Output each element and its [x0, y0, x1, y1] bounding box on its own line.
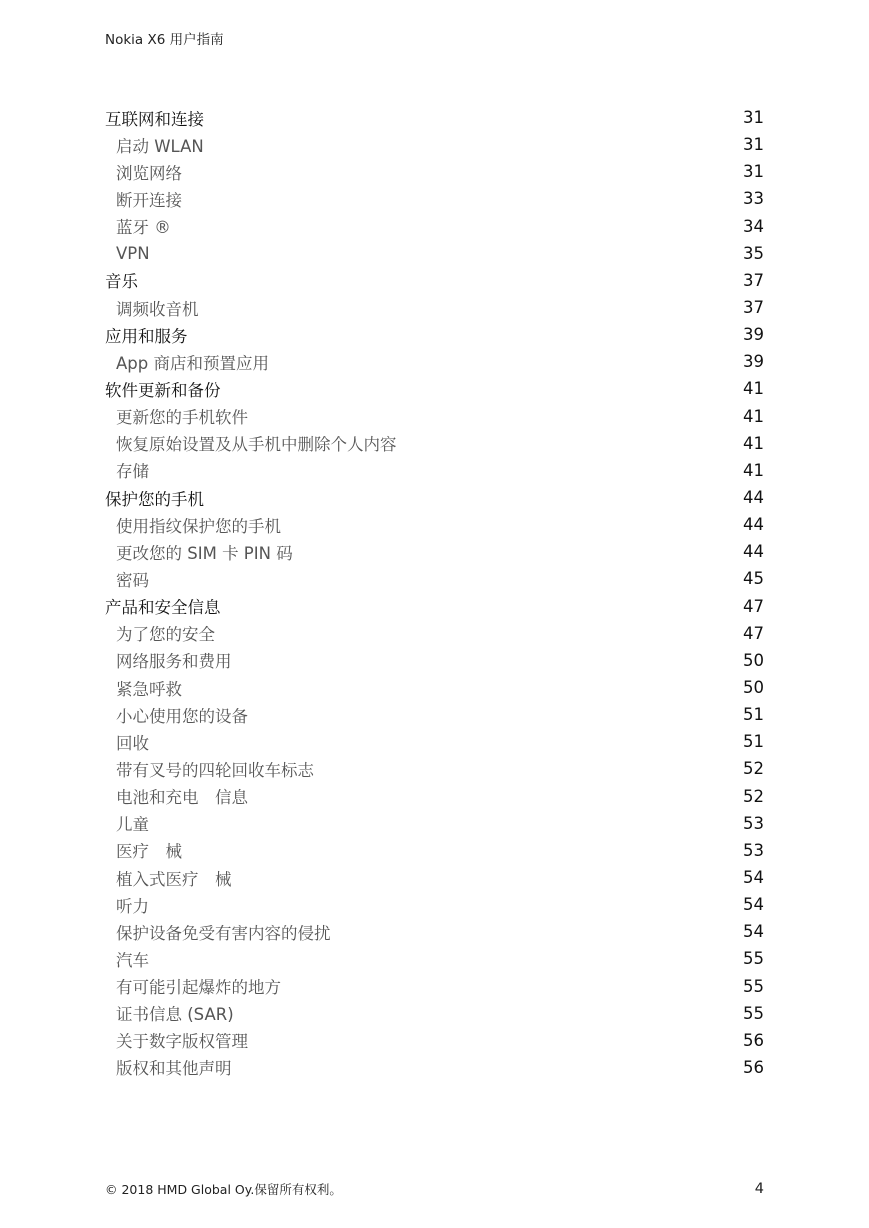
toc-entry-page: 56: [743, 1057, 764, 1077]
toc-subsection-entry[interactable]: [105, 973, 764, 1000]
toc-entry-page: 39: [743, 352, 764, 372]
toc-entry-title: 证书信息 (SAR): [116, 1005, 234, 1025]
toc-subsection-entry[interactable]: [105, 864, 764, 891]
toc-entry-page: 41: [743, 460, 764, 480]
toc-subsection-entry[interactable]: [105, 728, 764, 755]
toc-entry-title: 浏览网络: [116, 163, 182, 183]
toc-entry-title: 保护设备免受有害内容的侵扰: [116, 923, 331, 943]
toc-entry-page: 55: [743, 1003, 764, 1023]
toc-subsection-entry[interactable]: [105, 837, 764, 864]
toc-entry-title: 植入式医疗 械: [116, 869, 232, 889]
toc-entry-page: 56: [743, 1030, 764, 1050]
toc-entry-title: 蓝牙 ®: [116, 218, 171, 238]
toc-subsection-entry[interactable]: [105, 430, 764, 457]
toc-entry-title: 恢复原始设置及从手机中删除个人内容: [116, 435, 397, 455]
toc-subsection-entry[interactable]: [105, 348, 764, 375]
toc-section-entry[interactable]: [105, 321, 764, 348]
toc-entry-page: 44: [743, 515, 764, 535]
toc-subsection-entry[interactable]: [105, 565, 764, 592]
toc-subsection-entry[interactable]: [105, 240, 764, 267]
toc-entry-page: 50: [743, 678, 764, 698]
toc-subsection-entry[interactable]: [105, 457, 764, 484]
toc-entry-title: VPN: [116, 243, 150, 263]
toc-entry-title: 产品和安全信息: [105, 598, 221, 618]
toc-section-entry[interactable]: [105, 267, 764, 294]
page-number: 4: [754, 1181, 764, 1197]
toc-entry-page: 37: [743, 270, 764, 290]
toc-entry-page: 39: [743, 325, 764, 345]
toc-subsection-entry[interactable]: [105, 918, 764, 945]
toc-subsection-entry[interactable]: [105, 810, 764, 837]
toc-entry-title: 更改您的 SIM 卡 PIN 码: [116, 543, 293, 563]
page-header-title: Nokia X6 用户指南: [105, 32, 224, 48]
toc-subsection-entry[interactable]: [105, 1027, 764, 1054]
toc-entry-page: 41: [743, 379, 764, 399]
toc-entry-page: 52: [743, 786, 764, 806]
copyright-notice: © 2018 HMD Global Oy.保留所有权利。: [105, 1182, 342, 1197]
toc-subsection-entry[interactable]: [105, 131, 764, 158]
toc-subsection-entry[interactable]: [105, 538, 764, 565]
toc-entry-title: 存储: [116, 462, 149, 482]
toc-entry-title: 紧急呼救: [116, 679, 182, 699]
toc-entry-title: 汽车: [116, 950, 149, 970]
toc-section-entry[interactable]: [105, 104, 764, 131]
toc-subsection-entry[interactable]: [105, 945, 764, 972]
toc-section-entry[interactable]: [105, 375, 764, 402]
toc-entry-page: 35: [743, 243, 764, 263]
toc-entry-title: 网络服务和费用: [116, 652, 232, 672]
toc-entry-page: 31: [743, 108, 764, 128]
toc-subsection-entry[interactable]: [105, 783, 764, 810]
toc-subsection-entry[interactable]: [105, 891, 764, 918]
toc-subsection-entry[interactable]: [105, 647, 764, 674]
toc-subsection-entry[interactable]: [105, 755, 764, 782]
toc-entry-title: 有可能引起爆炸的地方: [116, 978, 281, 998]
toc-subsection-entry[interactable]: [105, 674, 764, 701]
toc-entry-page: 53: [743, 813, 764, 833]
toc-entry-page: 44: [743, 542, 764, 562]
toc-entry-title: 关于数字版权管理: [116, 1032, 248, 1052]
toc-section-entry[interactable]: [105, 484, 764, 511]
toc-entry-page: 33: [743, 189, 764, 209]
toc-entry-title: 保护您的手机: [105, 489, 204, 509]
toc-entry-page: 51: [743, 732, 764, 752]
toc-entry-title: 更新您的手机软件: [116, 408, 248, 428]
toc-entry-title: 带有叉号的四轮回收车标志: [116, 760, 314, 780]
toc-entry-title: 密码: [116, 570, 149, 590]
toc-entry-page: 47: [743, 623, 764, 643]
toc-subsection-entry[interactable]: [105, 1054, 764, 1081]
toc-subsection-entry[interactable]: [105, 620, 764, 647]
toc-section-entry[interactable]: [105, 593, 764, 620]
toc-entry-title: App 商店和预置应用: [116, 353, 269, 373]
toc-subsection-entry[interactable]: [105, 1000, 764, 1027]
toc-subsection-entry[interactable]: [105, 294, 764, 321]
toc-subsection-entry[interactable]: [105, 511, 764, 538]
toc-entry-title: 应用和服务: [105, 326, 188, 346]
toc-entry-page: 41: [743, 406, 764, 426]
toc-entry-page: 55: [743, 976, 764, 996]
toc-entry-title: 断开连接: [116, 190, 182, 210]
toc-entry-page: 55: [743, 949, 764, 969]
toc-entry-title: 医疗 械: [116, 842, 182, 862]
toc-entry-title: 互联网和连接: [105, 109, 204, 129]
toc-entry-page: 34: [743, 216, 764, 236]
toc-entry-page: 54: [743, 922, 764, 942]
toc-entry-page: 54: [743, 895, 764, 915]
toc-entry-page: 53: [743, 840, 764, 860]
toc-entry-title: 小心使用您的设备: [116, 706, 248, 726]
toc-entry-title: 听力: [116, 896, 149, 916]
toc-entry-page: 51: [743, 705, 764, 725]
toc-subsection-entry[interactable]: [105, 403, 764, 430]
page-footer: [105, 1180, 764, 1198]
toc-entry-page: 31: [743, 162, 764, 182]
toc-entry-page: 52: [743, 759, 764, 779]
toc-entry-page: 54: [743, 868, 764, 887]
toc-subsection-entry[interactable]: [105, 213, 764, 240]
toc-entry-title: 音乐: [105, 272, 138, 292]
toc-entry-title: 回收: [116, 733, 149, 753]
toc-subsection-entry[interactable]: [105, 185, 764, 212]
toc-entry-title: 调频收音机: [116, 299, 199, 319]
toc-entry-title: 儿童: [116, 815, 149, 835]
table-of-contents: [105, 104, 764, 1081]
toc-entry-title: 为了您的安全: [116, 625, 215, 645]
toc-entry-page: 44: [743, 488, 764, 508]
toc-entry-title: 软件更新和备份: [105, 380, 221, 400]
toc-entry-page: 37: [743, 298, 764, 318]
toc-entry-title: 使用指纹保护您的手机: [116, 516, 281, 536]
toc-entry-title: 版权和其他声明: [116, 1059, 232, 1079]
toc-entry-page: 31: [743, 135, 764, 155]
toc-entry-page: 47: [743, 596, 764, 616]
toc-entry-page: 50: [743, 650, 764, 670]
toc-subsection-entry[interactable]: [105, 701, 764, 728]
toc-entry-title: 启动 WLAN: [116, 136, 204, 156]
toc-entry-page: 45: [743, 569, 764, 589]
toc-subsection-entry[interactable]: [105, 158, 764, 185]
toc-entry-page: 41: [743, 433, 764, 453]
toc-entry-title: 电池和充电 信息: [116, 788, 248, 808]
